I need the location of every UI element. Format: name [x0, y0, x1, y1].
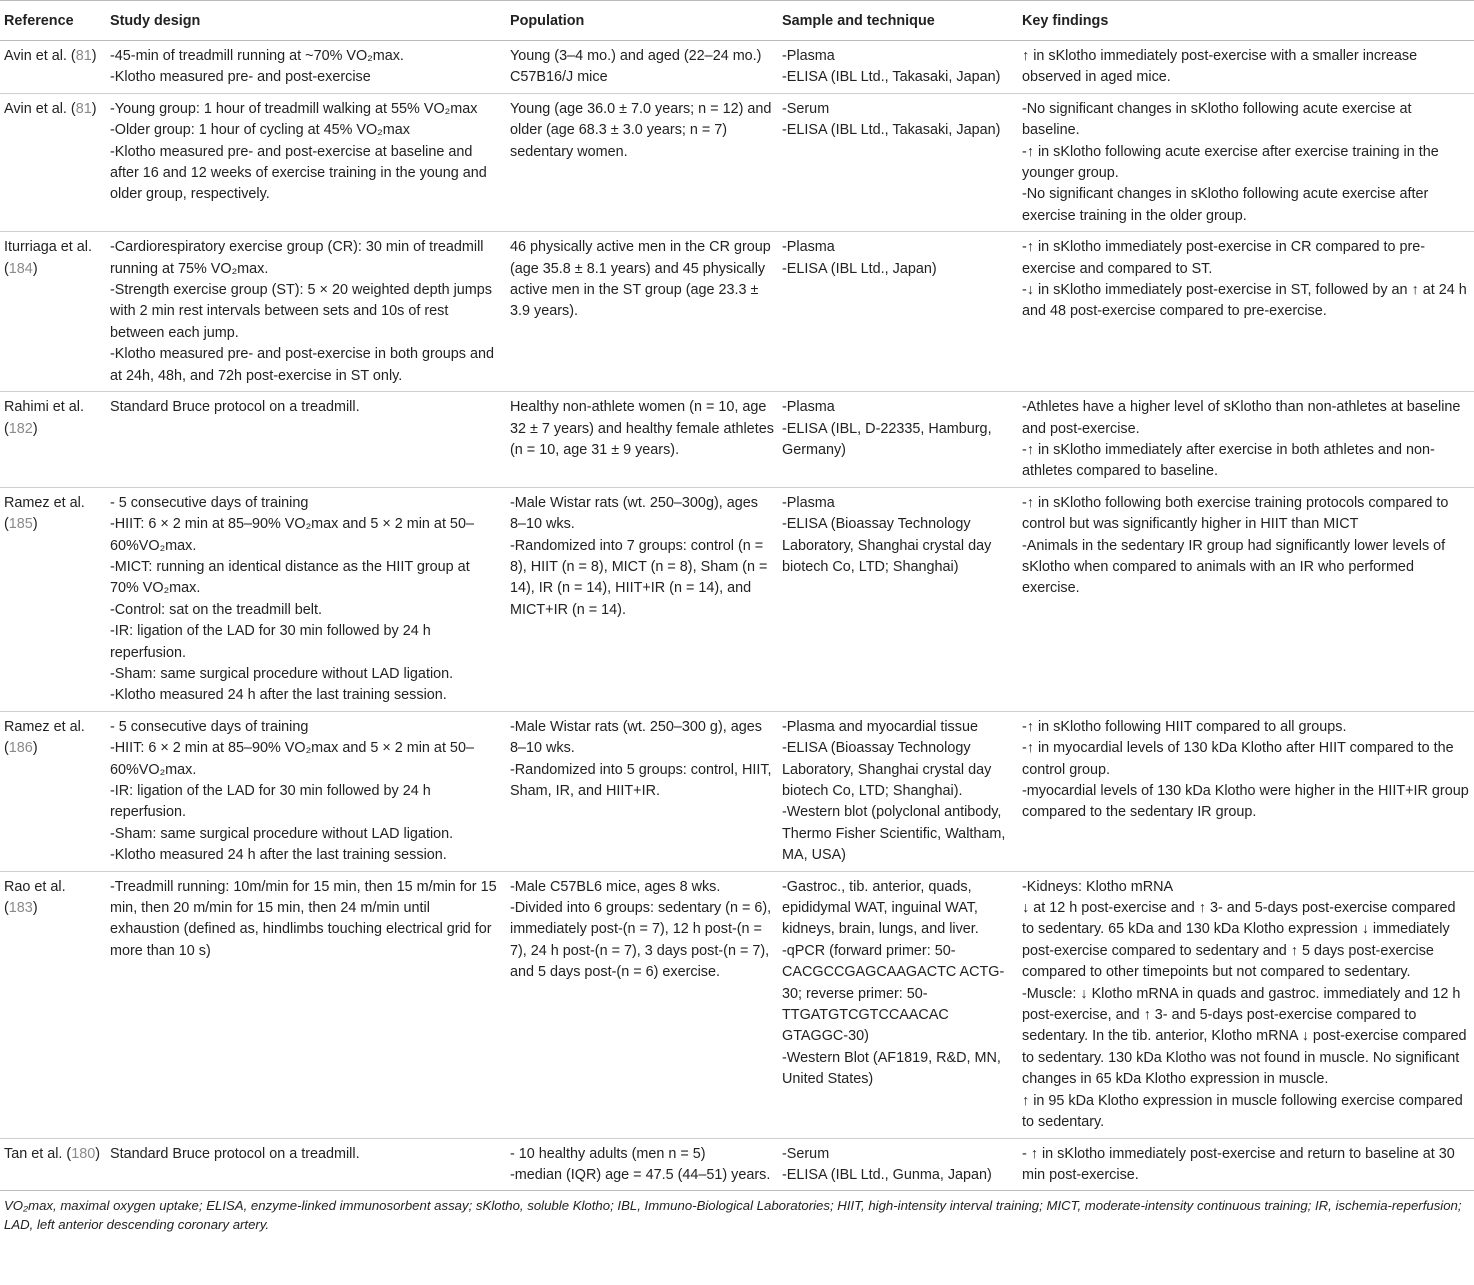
reference-author: Rao et al.: [4, 878, 66, 895]
reference-citation-link[interactable]: 186: [8, 740, 33, 757]
cell-key-findings: [1018, 871, 1474, 1138]
reference-citation-link[interactable]: 183: [8, 900, 33, 917]
cell-key-findings: [1018, 487, 1474, 711]
key-findings-line: -Kidneys: Klotho mRNA: [1022, 878, 1174, 895]
cell-sample-technique: [778, 232, 1018, 392]
cell-sample-technique: [778, 871, 1018, 1138]
cell-reference: Iturriaga et al. (184): [0, 232, 106, 392]
population-line: Young (age 36.0 ± 7.0 years; n = 12) and older (age 68.3 ± 3.0 years; n = 7) sedentary women.: [510, 100, 772, 160]
key-findings-line: -↑ in sKlotho following both exercise training protocols compared to control but was significantly higher in HIIT than MICT: [1022, 494, 1449, 533]
key-findings-line: -Muscle: ↓ Klotho mRNA in quads and gastroc. immediately and 12 h post-exercise, and ↑ 3- and 5-days post-exercise compared to sedentary. In the tib. anterior, Klotho mRNA ↓ post-exercise compared to sedentary. 130 kDa Klotho was not found in muscle. No significant changes in 65 kDa Klotho expression in muscle.: [1022, 985, 1467, 1088]
cell-reference: Ramez et al. (185): [0, 487, 106, 711]
table-row: [0, 871, 1474, 1138]
header-study-design: Study design: [106, 1, 506, 41]
table-row: [0, 392, 1474, 488]
reference-citation-link[interactable]: 81: [75, 100, 92, 117]
key-findings-line: ↑ in sKlotho immediately post-exercise with a smaller increase observed in aged mice.: [1022, 48, 1418, 86]
reference-author: Tan et al.: [4, 1145, 63, 1162]
table-row: [0, 487, 1474, 711]
cell-key-findings: [1018, 711, 1474, 871]
cell-key-findings: [1018, 41, 1474, 94]
table-row: [0, 1138, 1474, 1191]
table-row: [0, 232, 1474, 392]
sample-technique-line: -ELISA (IBL Ltd., Japan): [782, 260, 937, 277]
key-findings-line: -No significant changes in sKlotho following acute exercise after exercise training in the older group.: [1022, 186, 1429, 224]
sample-technique-line: -ELISA (IBL Ltd., Takasaki, Japan): [782, 122, 1001, 139]
reference-author: Ramez et al.: [4, 718, 85, 735]
cell-study-design: [106, 1138, 506, 1191]
cell-study-design: [106, 41, 506, 94]
sample-technique-line: -Plasma: [782, 399, 835, 416]
population-line: -Male C57BL6 mice, ages 8 wks.: [510, 878, 721, 895]
sample-technique-line: -ELISA (Bioassay Technology Laboratory, Shanghai crystal day biotech Co, LTD; Shanghai).: [782, 740, 992, 799]
cell-study-design: [106, 232, 506, 392]
study-design-line: -Older group: 1 hour of cycling at 45% VO₂max: [110, 122, 410, 139]
reference-author: Avin et al.: [4, 100, 67, 117]
study-design-line: -Strength exercise group (ST): 5 × 20 weighted depth jumps with 2 min rest intervals between sets and 10s of rest between each jump.: [110, 282, 492, 341]
cell-population: [506, 487, 778, 711]
sample-technique-line: -ELISA (Bioassay Technology Laboratory, Shanghai crystal day biotech Co, LTD; Shanghai): [782, 516, 992, 575]
header-reference: Reference: [0, 1, 106, 41]
study-design-line: -Klotho measured 24 h after the last training session.: [110, 847, 447, 864]
population-line: -Divided into 6 groups: sedentary (n = 6), immediately post-(n = 7), 12 h post-(n = 7), 24 h post-(n = 7), 3 days post-(n = 7), and 5 days post-(n = 6) exercise.: [510, 900, 772, 981]
reference-citation-link[interactable]: 182: [8, 420, 33, 437]
study-design-line: -45-min of treadmill running at ~70% VO₂max.: [110, 48, 404, 64]
population-line: Healthy non-athlete women (n = 10, age 32 ± 7 years) and healthy female athletes (n = 10, age 31 ± 9 years).: [510, 399, 774, 458]
cell-key-findings: [1018, 93, 1474, 231]
cell-population: [506, 711, 778, 871]
population-line: - 10 healthy adults (men n = 5): [510, 1145, 706, 1162]
study-design-line: -Treadmill running: 10m/min for 15 min, then 15 m/min for 15 min, then 20 m/min for 15 min, then 24 m/min until exhaustion (defined as, hindlimbs touching electrical grid for more than 10 s): [110, 878, 497, 959]
header-sample-technique: Sample and technique: [778, 1, 1018, 41]
sample-technique-line: -Plasma: [782, 48, 835, 64]
cell-sample-technique: [778, 93, 1018, 231]
cell-study-design: [106, 487, 506, 711]
key-findings-line: -↑ in sKlotho following HIIT compared to all groups.: [1022, 718, 1347, 735]
key-findings-line: ↑ in 95 kDa Klotho expression in muscle following exercise compared to sedentary.: [1022, 1092, 1463, 1131]
cell-reference: Tan et al. (180): [0, 1138, 106, 1191]
cell-key-findings: [1018, 392, 1474, 488]
key-findings-line: -Animals in the sedentary IR group had significantly lower levels of sKlotho when compared to animals with an IR who performed exercise.: [1022, 537, 1446, 597]
sample-technique-line: -Serum: [782, 1145, 830, 1162]
key-findings-line: -myocardial levels of 130 kDa Klotho were higher in the HIIT+IR group compared to the sedentary IR group.: [1022, 783, 1469, 821]
study-design-line: -IR: ligation of the LAD for 30 min followed by 24 h reperfusion.: [110, 623, 431, 661]
population-line: -Male Wistar rats (wt. 250–300 g), ages 8–10 wks.: [510, 718, 762, 757]
header-key-findings: Key findings: [1018, 1, 1474, 41]
reference-author: Ramez et al.: [4, 494, 85, 511]
sample-technique-line: -Western Blot (AF1819, R&D, MN, United States): [782, 1049, 1001, 1088]
sample-technique-line: -Plasma: [782, 239, 835, 256]
cell-population: [506, 392, 778, 488]
study-design-line: - 5 consecutive days of training: [110, 494, 309, 511]
cell-sample-technique: [778, 487, 1018, 711]
study-design-line: -Sham: same surgical procedure without LAD ligation.: [110, 825, 454, 842]
key-findings-line: -↑ in sKlotho immediately post-exercise in CR compared to pre-exercise and compared to ST.: [1022, 239, 1426, 277]
reference-author: Iturriaga et al.: [4, 239, 92, 256]
sample-technique-line: -Serum: [782, 100, 830, 117]
study-design-line: -Young group: 1 hour of treadmill walking at 55% VO₂max: [110, 100, 478, 117]
study-design-line: -HIIT: 6 × 2 min at 85–90% VO₂max and 5 × 2 min at 50–60%VO₂max.: [110, 516, 474, 554]
key-findings-line: -↓ in sKlotho immediately post-exercise in ST, followed by an ↑ at 24 h and 48 post-exercise compared to pre-exercise.: [1022, 282, 1467, 320]
reference-author: Rahimi et al.: [4, 399, 84, 416]
study-design-line: - 5 consecutive days of training: [110, 718, 309, 735]
population-line: -Randomized into 7 groups: control (n = 8), HIIT (n = 8), MICT (n = 8), Sham (n = 14), IR (n = 14), HIIT+IR (n = 14), and MICT+IR (n = 14).: [510, 537, 768, 618]
cell-sample-technique: [778, 1138, 1018, 1191]
cell-population: [506, 1138, 778, 1191]
population-line: 46 physically active men in the CR group (age 35.8 ± 8.1 years) and 45 physically active men in the ST group (age 23.3 ± 3.9 years).: [510, 239, 771, 320]
study-design-line: -Klotho measured pre- and post-exercise at baseline and after 16 and 12 weeks of exercise training in the young and older group, respectively.: [110, 143, 487, 203]
cell-sample-technique: [778, 392, 1018, 488]
key-findings-line: -↑ in myocardial levels of 130 kDa Klotho after HIIT compared to the control group.: [1022, 740, 1454, 778]
study-design-line: Standard Bruce protocol on a treadmill.: [110, 1145, 360, 1162]
population-line: -Randomized into 5 groups: control, HIIT, Sham, IR, and HIIT+IR.: [510, 761, 772, 799]
cell-study-design: [106, 392, 506, 488]
sample-technique-line: -qPCR (forward primer: 50-CACGCCGAGCAAGACTC ACTG-30; reverse primer: 50-TTGATGTCGTCCAACAC GTAGGC-30): [782, 942, 1005, 1045]
study-design-line: -Klotho measured 24 h after the last training session.: [110, 687, 447, 704]
header-population: Population: [506, 1, 778, 41]
table-body: [0, 41, 1474, 1191]
cell-reference: Rao et al. (183): [0, 871, 106, 1138]
cell-reference: Avin et al. (81): [0, 41, 106, 94]
key-findings-line: -No significant changes in sKlotho following acute exercise at baseline.: [1022, 100, 1412, 139]
cell-study-design: [106, 93, 506, 231]
study-design-line: -MICT: running an identical distance as the HIIT group at 70% VO₂max.: [110, 558, 470, 597]
population-line: Young (3–4 mo.) and aged (22–24 mo.) C57B16/J mice: [510, 48, 762, 86]
study-design-line: -IR: ligation of the LAD for 30 min followed by 24 h reperfusion.: [110, 783, 431, 821]
table-footnote: VO₂max, maximal oxygen uptake; ELISA, enzyme-linked immunosorbent assay; sKlotho, soluble Klotho; IBL, Immuno-Biological Laboratories; HIIT, high-intensity interval training; MICT, moderate-intensity continuous training; IR, ischemia-reperfusion; LAD, left anterior descending coronary artery.: [4, 1198, 1462, 1233]
sample-technique-line: -ELISA (IBL Ltd., Takasaki, Japan): [782, 69, 1001, 86]
cell-reference: Rahimi et al. (182): [0, 392, 106, 488]
sample-technique-line: -ELISA (IBL, D-22335, Hamburg, Germany): [782, 420, 992, 458]
sample-technique-line: -ELISA (IBL Ltd., Gunma, Japan): [782, 1166, 992, 1183]
reference-citation-link[interactable]: 184: [8, 260, 33, 277]
cell-sample-technique: [778, 711, 1018, 871]
cell-key-findings: [1018, 1138, 1474, 1191]
cell-study-design: [106, 871, 506, 1138]
key-findings-line: -↑ in sKlotho immediately after exercise in both athletes and non-athletes compared to baseline.: [1022, 441, 1435, 480]
population-line: -Male Wistar rats (wt. 250–300g), ages 8–10 wks.: [510, 494, 758, 533]
sample-technique-line: -Western blot (polyclonal antibody, Thermo Fisher Scientific, Waltham, MA, USA): [782, 804, 1006, 864]
key-findings-line: - ↑ in sKlotho immediately post-exercise and return to baseline at 30 min post-exercise.: [1022, 1145, 1455, 1183]
key-findings-line: -↑ in sKlotho following acute exercise after exercise training in the younger group.: [1022, 143, 1439, 182]
cell-population: [506, 93, 778, 231]
cell-population: [506, 871, 778, 1138]
reference-citation-link[interactable]: 185: [8, 516, 33, 533]
key-findings-line: ↓ at 12 h post-exercise and ↑ 3- and 5-days post-exercise compared to sedentary. 65 kDa and 130 kDa Klotho expression ↓ immediately post-exercise compared to sedentary and ↑ 5 days post-exercise compared to other timepoints but not compared to sedentary.: [1022, 900, 1456, 981]
reference-citation-link[interactable]: 180: [71, 1145, 96, 1162]
cell-reference: Avin et al. (81): [0, 93, 106, 231]
sample-technique-line: -Gastroc., tib. anterior, quads, epididymal WAT, inguinal WAT, kidneys, brain, lungs, and liver.: [782, 878, 979, 938]
study-design-line: -Klotho measured pre- and post-exercise in both groups and at 24h, 48h, and 72h post-exercise in ST only.: [110, 346, 494, 384]
population-line: -median (IQR) age = 47.5 (44–51) years.: [510, 1166, 771, 1183]
cell-study-design: [106, 711, 506, 871]
cell-population: [506, 232, 778, 392]
cell-reference: Ramez et al. (186): [0, 711, 106, 871]
study-design-line: Standard Bruce protocol on a treadmill.: [110, 399, 360, 416]
table-header-row: [0, 1, 1474, 41]
table-row: [0, 93, 1474, 231]
cell-key-findings: [1018, 232, 1474, 392]
key-findings-line: -Athletes have a higher level of sKlotho than non-athletes at baseline and post-exercise.: [1022, 399, 1461, 437]
cell-population: [506, 41, 778, 94]
cell-sample-technique: [778, 41, 1018, 94]
reference-citation-link[interactable]: 81: [75, 48, 92, 64]
study-design-line: -Sham: same surgical procedure without LAD ligation.: [110, 665, 454, 682]
study-design-line: -Klotho measured pre- and post-exercise: [110, 69, 371, 86]
study-design-line: -HIIT: 6 × 2 min at 85–90% VO₂max and 5 × 2 min at 50–60%VO₂max.: [110, 740, 474, 778]
study-design-line: -Control: sat on the treadmill belt.: [110, 601, 322, 618]
sample-technique-line: -Plasma and myocardial tissue: [782, 718, 978, 735]
reference-author: Avin et al.: [4, 48, 67, 64]
sample-technique-line: -Plasma: [782, 494, 835, 511]
study-design-line: -Cardiorespiratory exercise group (CR): 30 min of treadmill running at 75% VO₂max.: [110, 239, 484, 277]
table-row: [0, 711, 1474, 871]
table-row: [0, 41, 1474, 94]
